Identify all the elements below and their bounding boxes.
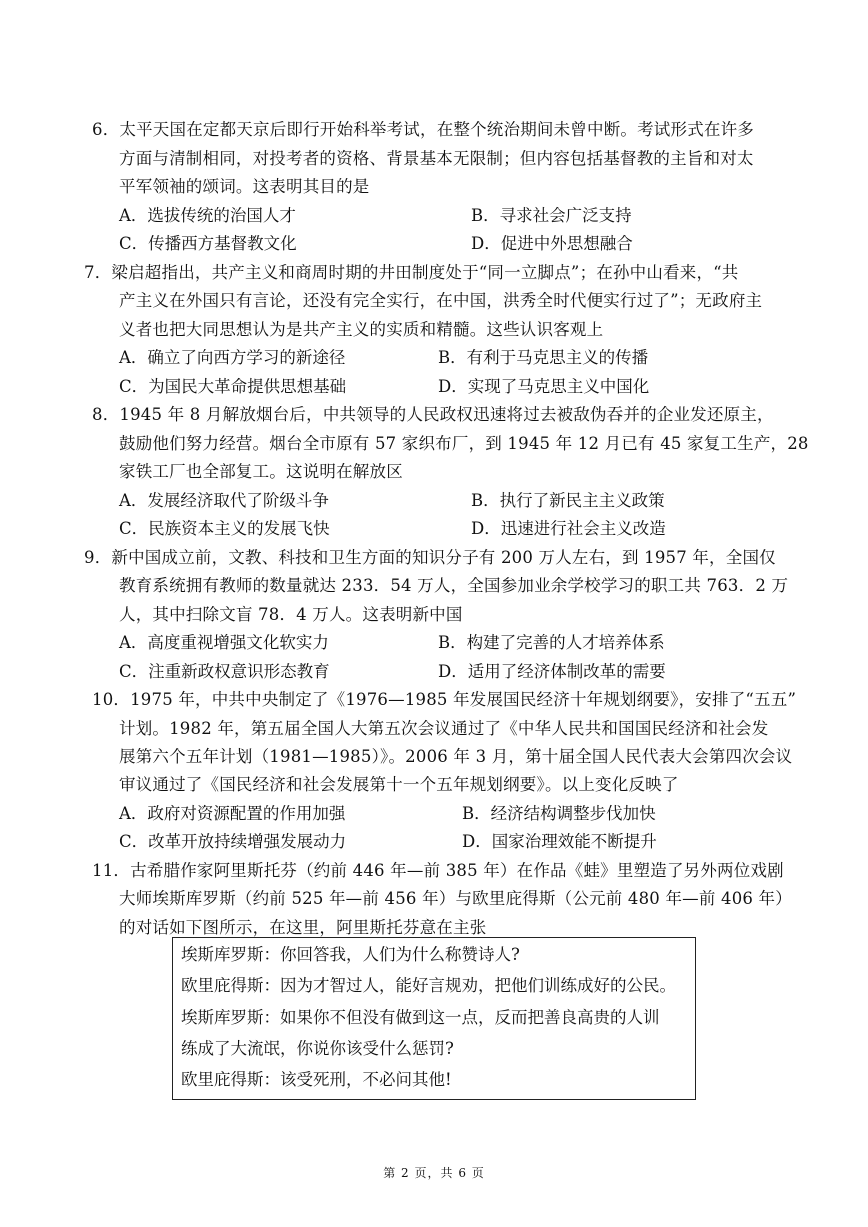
question-7-option-c: C．为国民大革命提供思想基础 [119,377,347,396]
question-10-line-3: 展第六个五年计划（1981—1985）》。2006 年 3 月，第十届全国人民代表大会第四次会议 [119,747,793,766]
question-7-option-a: A．确立了向西方学习的新途径 [119,348,346,367]
dialogue-box [172,937,696,1100]
question-9-line-1: 9．新中国成立前，文教、科技和卫生方面的知识分子有 200 万人左右，到 1957 年，全国仅 [84,548,776,567]
dialogue-line-3: 埃斯库罗斯：如果你不但没有做到这一点，反而把善良高贵的人训 [181,1008,660,1027]
question-9-line-3: 人，其中扫除文盲 78．4 万人。这表明新中国 [119,605,463,624]
question-10-line-4: 审议通过了《国民经济和社会发展第十一个五年规划纲要》。以上变化反映了 [119,775,679,794]
question-10-option-c: C．改革开放持续增强发展动力 [119,832,347,851]
question-11-line-2: 大师埃斯库罗斯（约前 525 年—前 456 年）与欧里庇得斯（公元前 480 年—前 406 年） [119,889,792,908]
dialogue-line-2: 欧里庇得斯：因为才智过人，能好言规劝，把他们训练成好的公民。 [181,976,676,995]
question-6-option-a: A．选拔传统的治国人才 [119,206,296,225]
question-6-line-3: 平军领袖的颂词。这表明其目的是 [119,177,370,196]
question-8-line-1: 8．1945 年 8 月解放烟台后，中共领导的人民政权迅速将过去被敌伪吞并的企业发还原主， [92,405,774,424]
question-6-option-d: D．促进中外思想融合 [471,234,633,253]
question-6-line-1: 6．太平天国在定都天京后即行开始科举考试，在整个统治期间未曾中断。考试形式在许多 [92,120,754,139]
question-6-line-2: 方面与清制相同，对投考者的资格、背景基本无限制；但内容包括基督教的主旨和对太 [119,149,754,168]
dialogue-line-4: 练成了大流氓，你说你该受什么惩罚? [181,1039,454,1058]
question-7-option-d: D．实现了马克思主义中国化 [438,377,650,396]
question-9-line-2: 教育系统拥有教师的数量就达 233．54 万人，全国参加业余学校学习的职工共 763．2 万 [119,576,789,595]
dialogue-line-5: 欧里庇得斯：该受死刑，不必问其他! [181,1070,452,1089]
question-11-line-3: 的对话如下图所示，在这里，阿里斯托芬意在主张 [119,918,487,937]
question-8-line-3: 家铁工厂也全部复工。这说明在解放区 [119,462,403,481]
question-9-option-d: D．适用了经济体制改革的需要 [438,662,666,681]
dialogue-line-1: 埃斯库罗斯：你回答我，人们为什么称赞诗人? [181,945,520,964]
question-10-option-b: B．经济结构调整步伐加快 [462,804,656,823]
question-11-line-1: 11．古希腊作家阿里斯托芬（约前 446 年—前 385 年）在作品《蛙》里塑造了另外两位戏剧 [92,861,784,880]
question-7-option-b: B．有利于马克思主义的传播 [438,348,649,367]
question-8-option-c: C．民族资本主义的发展飞快 [119,519,330,538]
question-10-line-2: 计划。1982 年，第五届全国人大第五次会议通过了《中华人民共和国国民经济和社会发 [119,719,769,738]
question-8-option-d: D．迅速进行社会主义改造 [471,519,666,538]
question-6-option-c: C．传播西方基督教文化 [119,234,297,253]
question-8-option-a: A．发展经济取代了阶级斗争 [119,491,329,510]
question-7-line-3: 义者也把大同思想认为是共产主义的实质和精髓。这些认识客观上 [119,320,604,339]
question-10-option-a: A．政府对资源配置的作用加强 [119,804,346,823]
question-10-line-1: 10．1975 年，中共中央制定了《1976—1985 年发展国民经济十年规划纲要》，安排了“五五” [92,690,797,709]
question-7-line-2: 产主义在外国只有言论，还没有完全实行，在中国，洪秀全时代便实行过了”；无政府主 [119,291,763,310]
question-9-option-b: B．构建了完善的人才培养体系 [438,633,665,652]
question-8-line-2: 鼓励他们努力经营。烟台全市原有 57 家织布厂，到 1945 年 12 月已有 45 家复工生产，28 [119,434,809,453]
question-7-line-1: 7．梁启超指出，共产主义和商周时期的井田制度处于“同一立脚点”；在孙中山看来，“共 [84,263,739,282]
page-footer: 第 2 页，共 6 页 [383,1166,485,1180]
question-8-option-b: B．执行了新民主主义政策 [471,491,665,510]
question-6-option-b: B．寻求社会广泛支持 [471,206,632,225]
question-9-option-a: A．高度重视增强文化软实力 [119,633,329,652]
question-10-option-d: D．国家治理效能不断提升 [462,832,657,851]
question-9-option-c: C．注重新政权意识形态教育 [119,662,330,681]
